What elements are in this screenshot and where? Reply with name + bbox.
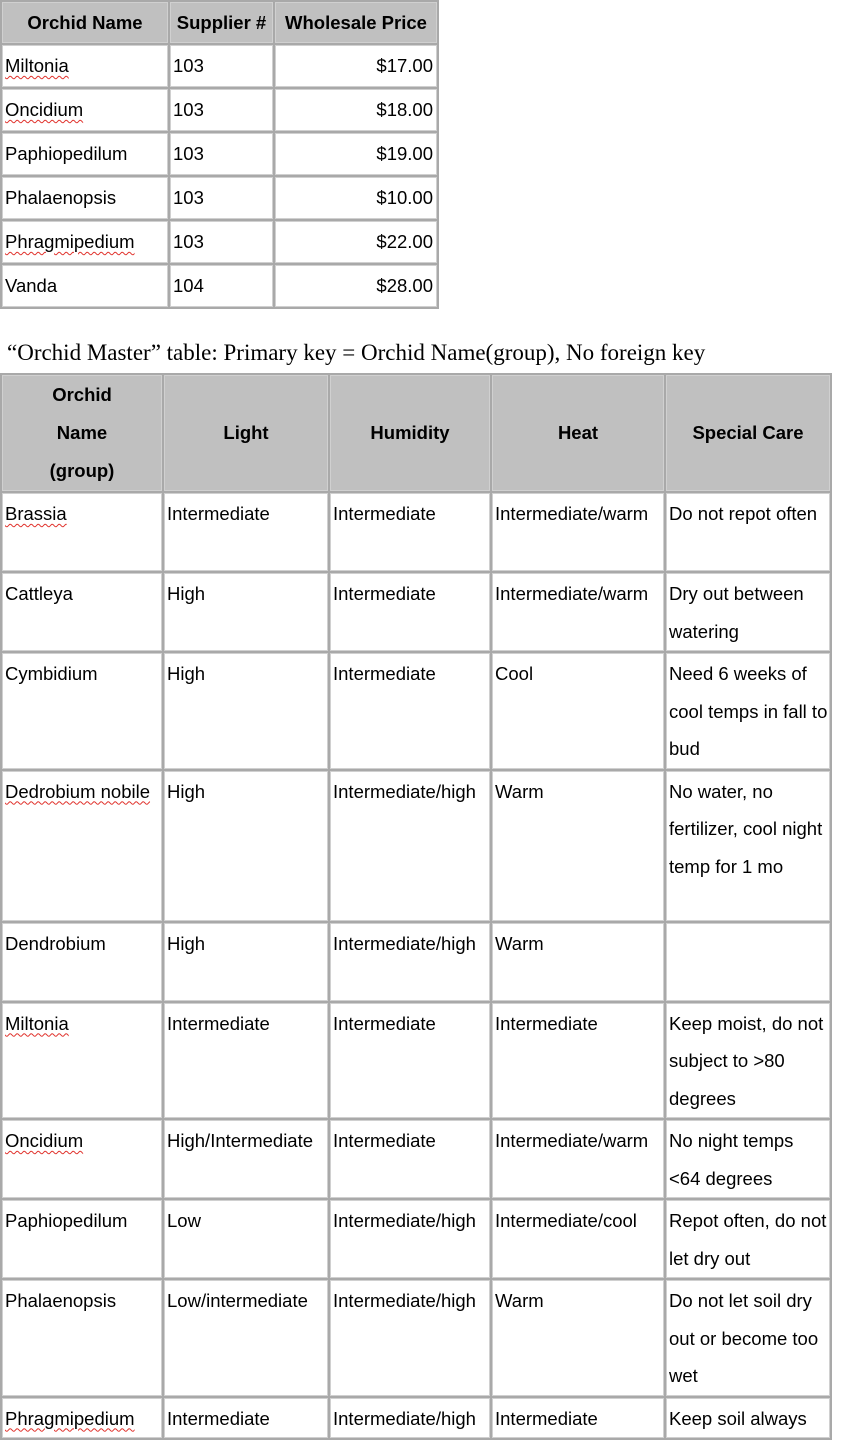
header-supplier-number: Supplier # <box>170 2 273 43</box>
orchid-group-name: Phalaenopsis <box>5 1290 117 1311</box>
supplier-table <box>0 0 439 309</box>
orchid-group-name: Oncidium <box>5 1130 84 1151</box>
header-orchid-name-group: Orchid Name (group) <box>2 375 162 491</box>
special-care-value: Dry out between watering <box>666 573 830 651</box>
light-value: Intermediate <box>164 493 328 571</box>
table-row <box>2 1200 830 1278</box>
table-row <box>2 1120 830 1198</box>
light-value: High/Intermediate <box>164 1120 328 1198</box>
heat-value: Warm <box>492 1280 664 1396</box>
orchid-name: Phragmipedium <box>5 231 135 252</box>
humidity-value: Intermediate/high <box>330 923 490 1001</box>
master-header-row <box>2 375 830 491</box>
orchid-group-name: Cattleya <box>5 583 73 604</box>
special-care-value: Need 6 weeks of cool temps in fall to bud <box>666 653 830 769</box>
orchid-name: Miltonia <box>5 55 69 76</box>
orchid-master-caption: “Orchid Master” table: Primary key = Orchid Name(group), No foreign key <box>7 340 706 365</box>
table-row <box>2 177 437 219</box>
wholesale-price: $10.00 <box>275 177 437 219</box>
special-care-value: Keep soil always <box>666 1398 830 1439</box>
orchid-name: Vanda <box>5 275 58 296</box>
humidity-value: Intermediate <box>330 493 490 571</box>
special-care-value: No water, no fertilizer, cool night temp for 1 mo <box>666 771 830 921</box>
light-value: Intermediate <box>164 1398 328 1439</box>
humidity-value: Intermediate <box>330 653 490 769</box>
table-row <box>2 1003 830 1119</box>
special-care-value <box>666 923 830 1001</box>
orchid-name: Oncidium <box>5 99 84 120</box>
orchid-group-name: Miltonia <box>5 1012 69 1034</box>
heat-value: Warm <box>492 923 664 1001</box>
humidity-value: Intermediate <box>330 1120 490 1198</box>
table-row <box>2 133 437 175</box>
table-row <box>2 221 437 263</box>
table-row <box>2 1280 830 1396</box>
supplier-number: 103 <box>170 45 273 87</box>
orchid-group-name: Cymbidium <box>5 663 98 684</box>
table-row <box>2 45 437 87</box>
supplier-number: 103 <box>170 133 273 175</box>
table-row <box>2 493 830 571</box>
header-wholesale-price: Wholesale Price <box>275 2 437 43</box>
header-special-care: Special Care <box>666 375 830 491</box>
humidity-value: Intermediate <box>330 573 490 651</box>
light-value: Low <box>164 1200 328 1278</box>
supplier-number: 103 <box>170 221 273 263</box>
header-humidity: Humidity <box>330 375 490 491</box>
heat-value: Intermediate/warm <box>492 573 664 651</box>
orchid-group-name: Phragmipedium <box>5 1407 135 1429</box>
humidity-value: Intermediate <box>330 1003 490 1119</box>
table-row <box>2 1398 830 1439</box>
supplier-header-row <box>2 2 437 43</box>
light-value: High <box>164 771 328 921</box>
humidity-value: Intermediate/high <box>330 1398 490 1439</box>
light-value: High <box>164 653 328 769</box>
heat-value: Intermediate <box>492 1398 664 1439</box>
orchid-group-name: Dedrobium nobile <box>5 780 151 802</box>
orchid-master-table <box>0 373 832 1440</box>
orchid-name: Phalaenopsis <box>5 187 117 208</box>
supplier-number: 104 <box>170 265 273 307</box>
header-light: Light <box>164 375 328 491</box>
orchid-group-name: Dendrobium <box>5 932 106 954</box>
orchid-group-name: Brassia <box>5 503 67 524</box>
orchid-name: Paphiopedilum <box>5 143 128 164</box>
heat-value: Intermediate/cool <box>492 1200 664 1278</box>
wholesale-price: $18.00 <box>275 89 437 131</box>
header-orchid-name: Orchid Name <box>2 2 168 43</box>
wholesale-price: $22.00 <box>275 221 437 263</box>
supplier-number: 103 <box>170 177 273 219</box>
wholesale-price: $19.00 <box>275 133 437 175</box>
special-care-value: Keep moist, do not subject to >80 degrees <box>666 1003 830 1119</box>
table-row <box>2 265 437 307</box>
table-row <box>2 89 437 131</box>
table-row <box>2 573 830 651</box>
header-heat: Heat <box>492 375 664 491</box>
humidity-value: Intermediate/high <box>330 1200 490 1278</box>
wholesale-price: $28.00 <box>275 265 437 307</box>
special-care-value: No night temps <64 degrees <box>666 1120 830 1198</box>
light-value: Low/intermediate <box>164 1280 328 1396</box>
humidity-value: Intermediate/high <box>330 771 490 921</box>
table-row <box>2 923 830 1001</box>
special-care-value: Do not let soil dry out or become too wet <box>666 1280 830 1396</box>
special-care-value: Repot often, do not let dry out <box>666 1200 830 1278</box>
heat-value: Intermediate/warm <box>492 493 664 571</box>
heat-value: Cool <box>492 653 664 769</box>
table-row <box>2 653 830 769</box>
orchid-group-name: Paphiopedilum <box>5 1210 128 1231</box>
light-value: Intermediate <box>164 1003 328 1119</box>
heat-value: Warm <box>492 771 664 921</box>
light-value: High <box>164 573 328 651</box>
special-care-value: Do not repot often <box>666 493 830 571</box>
humidity-value: Intermediate/high <box>330 1280 490 1396</box>
light-value: High <box>164 923 328 1001</box>
heat-value: Intermediate/warm <box>492 1120 664 1198</box>
wholesale-price: $17.00 <box>275 45 437 87</box>
heat-value: Intermediate <box>492 1003 664 1119</box>
supplier-number: 103 <box>170 89 273 131</box>
table-row <box>2 771 830 921</box>
